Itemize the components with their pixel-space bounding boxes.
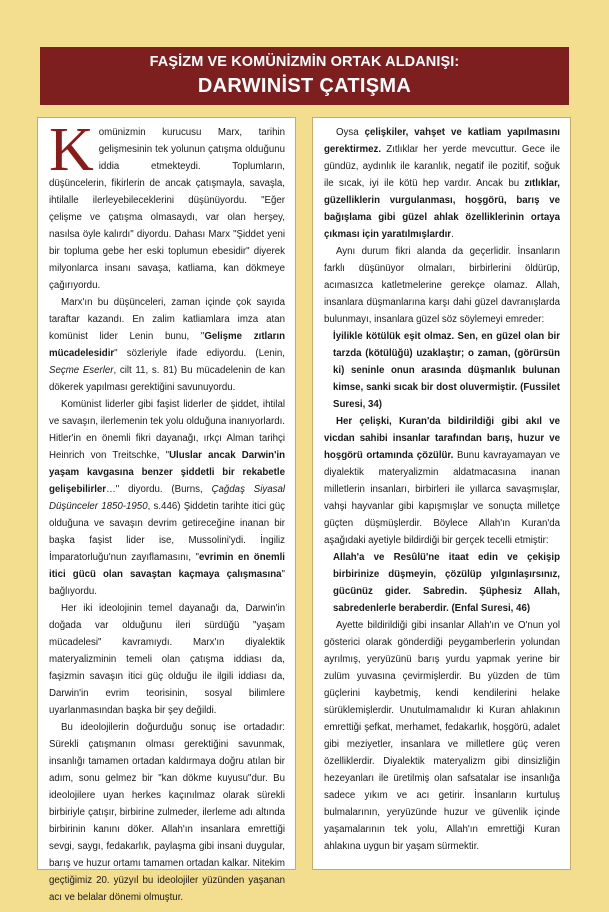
- title-banner: [40, 47, 569, 105]
- paragraph-3: Komünist liderler gibi faşist liderler de şiddet, ihtilal ve savaşın, ilerlemenin tek yolu olduğuna inanıyorlardı. Hitler'in en önemli fikri dayanağı, ırkçı Alman tarihçi Heinrich von Treitschke, "Uluslar ancak Darwin'in yaşam kavgasına benzer şiddetli bir rekabetle gelişebilirler…" diyordu. (Burns, Çağdaş Siyasal Düşünceler 1850-1950, s.446) Şiddetin tarihte itici güç olduğuna ve savaşın devrim getireceğine inanan bir başka faşist lider ise, Mussolini'ydi. İngiliz İmparatorluğu'nun zayıflamasını, "evrimin en önemli itici gücü olan savaştan kaçmaya çalışmasına" bağlıyordu.: [49, 399, 286, 597]
- banner-kicker: FAŞİZM VE KOMÜNİZMİN ORTAK ALDANIŞI:: [149, 54, 460, 70]
- paragraph-4: Her iki ideolojinin temel dayanağı da, Darwin'in doğada var olduğunu ileri sürdüğü "yaşam mücadelesi" kavramıydı. Marx'ın diyalektik materyalizminin temeli olan çatışma iddiası da, faşizmin savaşın itici güç olduğu ile ilgili iddiası da, Darwin'in evrim teorisinin, sosyal bilimlere uyarlanmasından başka bir şey değildi.: [49, 603, 285, 716]
- paragraph-9: Ayette bildirildiği gibi insanlar Allah'ın ve O'nun yol gösterici olarak gönderdiği peygamberlerin yolundan ayrılmış, yeryüzünü barış yurdu yapmak yerine bir zulüm yuvasına çevirmişlerdir. Bu yüzden de tüm güçlerini kaybetmiş, kendi kendilerini helake sürüklemişlerdir. Unutulmamalıdır ki Kuran ahlakının emrettiği şefkat, merhamet, fedakarlık, hoşgörü, adalet gibi meziyetler, insanlara ve milletlere güç veren özelliklerdir. Diyalektik materyalizm gibi dinsizliğin hezeyanları ile üretilmiş olan safsatalar ise insanlığa sadece yıkım ve acı getirir. İnsanların kurtuluş bulmalarının, yeryüzünde huzur ve güvenlik içinde yaşamalarının tek yolu, Allah'ın emrettiği Kuran ahlakına uygun bir yaşam sürmektir.: [324, 620, 560, 852]
- dropcap: K: [49, 116, 94, 184]
- paragraph-5: Bu ideolojilerin doğurduğu sonuç ise ortadadır: Sürekli çatışmanın olması gerektiğini savunmak, insanlığı tamamen ortadan kaldırmaya doğru atılan bir adım, sonu gelmez bir "kan dökme kuyusu"dur. Bu ideolojilere uyan herkes kaçınılmaz olarak sürekli birbiriyle çatışır, birbirine zulmeder, ilerleme adı altında birbirinin kanını döker. Allah'ın insanlara emrettiği sevgi, saygı, fedakarlık, paylaşma gibi insani duygular, barış ve huzur ortamı tamamen ortadan kalkar. Nitekim geçtiğimiz 20. yüzyıl bu ideolojiler yüzünden yaşanan acı ve belalar dönemi olmuştur.: [49, 722, 285, 903]
- left-column: [37, 116, 296, 903]
- verse-quote-1: İyilikle kötülük eşit olmaz. Sen, en güzel olan bir tarzda (kötülüğü) uzaklaştır; o zaman, (görürsün ki) seninle onun arasında düşmanlık bulunan kimse, sanki sıcak bir dost oluvermiştir. (Fussilet Suresi, 34): [333, 331, 560, 410]
- banner-title: DARWINİST ÇATIŞMA: [197, 75, 412, 97]
- paragraph-8: Her çelişki, Kuran'da bildirildiği gibi akıl ve vicdan sahibi insanlar tarafından barış, huzur ve hoşgörü ortamında çözülür. Bunu kavrayamayan ve diyalektik materyalizmin aldatmacasına inanan milletlerin insanları, birbirleri ile yıllarca savaşmışlar, vahşi hayvanlar gibi kapışmışlar ve sonuçta milletçe güçten düşmüşlerdir. Böylece Allah'ın Kuran'da aşağıdaki ayetiyle bildirdiği bir gerçek tecelli etmiştir:: [324, 416, 560, 546]
- paragraph-7: Aynı durum fikri alanda da geçerlidir. İnsanların farklı düşünüyor olmaları, birbirlerini öldürüp, acımasızca katletmelerine gerekçe olamaz. Allah, insanlara düşmanlarına karşı dahi güzel davranışlarda bulunmayı, insanlara güzel söz söylemeyi emreder:: [324, 246, 560, 325]
- paragraph-1: Komünizmin kurucusu Marx, tarihin gelişmesinin tek yolunun çatışma olduğunu iddia etmekteydi. Toplumların, düşüncelerin, fikirlerin de ancak çatışmayla, savaşla, ihtilalle ilerleyebileceklerini düşünüyordu. "Eğer çelişme ve çatışma olmasaydı, var olan herşey, nasılsa öyle kalırdı" diyordu. Dahası Marx "Şiddet yeni bir topluma gebe her eski toplumun ebesidir" diyerek milyonlarca insanı savaşa, katliama, kan dökmeye çağırıyordu.: [49, 116, 285, 291]
- paragraph-6: Oysa çelişkiler, vahşet ve katliam yapılmasını gerektirmez. Zıtlıklar her yerde mevcuttur. Gece ile gündüz, aydınlık ile karanlık, negatif ile pozitif, soğuk ile sıcak, iyi ile kötü hep vardır. Ancak bu zıtlıklar, güzelliklerin vurgulanması, hoşgörü, barış ve bağışlama gibi güzel ahlak özelliklerinin ortaya çıkması için yaratılmışlardır.: [324, 127, 560, 240]
- right-column: [312, 117, 571, 870]
- paragraph-2: Marx'ın bu düşünceleri, zaman içinde çok sayıda taraftar kazandı. En zalim katliamlara imza atan komünist lider Lenin bunu, "Gelişme zıtların mücadelesidir" sözleriyle ifade ediyordu. (Lenin, Seçme Eserler, cilt 11, s. 81) Bu mücadelenin de kan dökerek yapılması gerektiğini savunuyordu.: [49, 297, 285, 393]
- verse-quote-2: Allah'a ve Resûlü'ne itaat edin ve çekişip birbirinize düşmeyin, çözülüp yılgınlaşırsınız, gücünüz gider. Sabredin. Şüphesiz Allah, sabredenlerle beraberdir. (Enfal Suresi, 46): [333, 552, 560, 614]
